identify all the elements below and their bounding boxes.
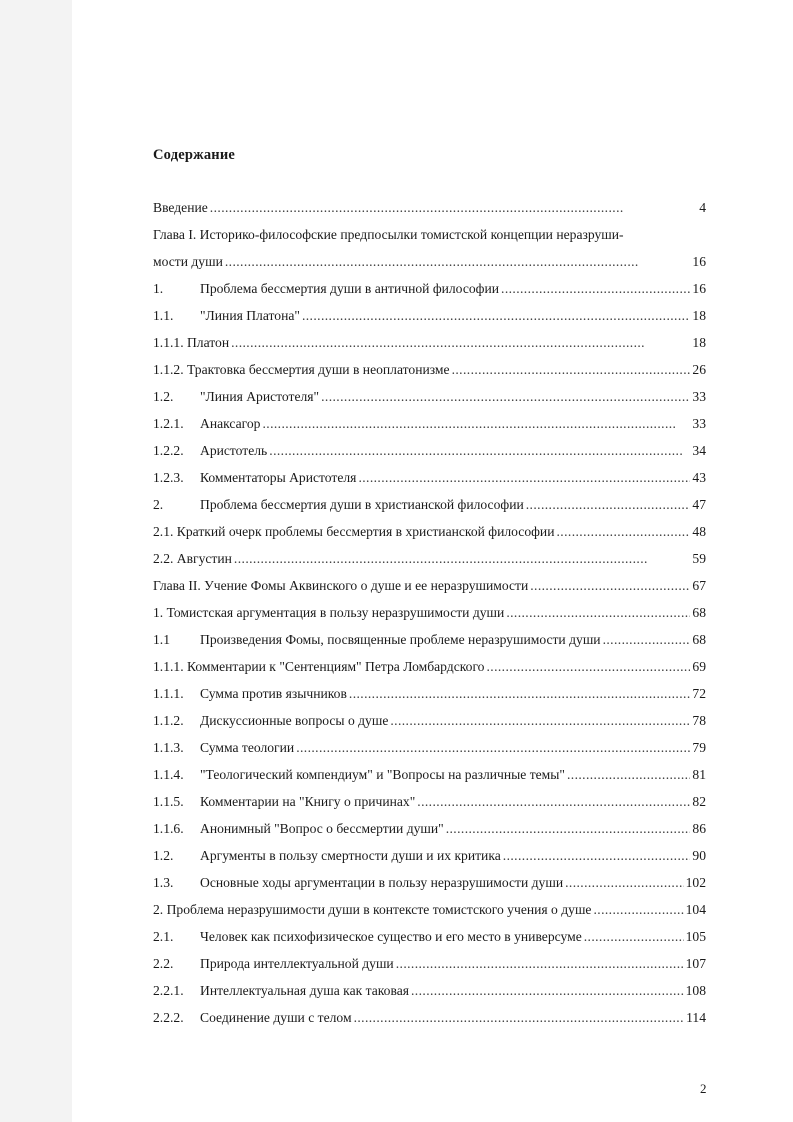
toc-entry-page: 68 — [692, 632, 706, 647]
toc-entry-title: Произведения Фомы, посвященные проблеме неразрушимости души — [200, 632, 601, 647]
toc-entry-page: 67 — [692, 578, 706, 593]
toc-entry-title: Введение — [153, 200, 208, 215]
toc-entry-page: 33 — [692, 389, 706, 404]
toc-entry-number: 1.2.3. — [153, 470, 184, 485]
toc-entry-title: 2.1. Краткий очерк проблемы бессмертия в христианской философии — [153, 524, 555, 539]
toc-entry-title: Дискуссионные вопросы о душе — [200, 713, 389, 728]
toc-entry[interactable] — [153, 389, 706, 416]
toc-entry-title: Человек как психофизическое существо и его место в универсуме — [200, 929, 582, 944]
toc-entry-number: 1.1.3. — [153, 740, 184, 755]
toc-entry-number: 1.2. — [153, 389, 174, 404]
toc-entry-number: 1.1.2. — [153, 713, 184, 728]
toc-entry-number: 2.2.1. — [153, 983, 184, 998]
toc-entry-number: 2. — [153, 497, 164, 512]
toc-entry[interactable] — [153, 578, 706, 605]
toc-entry[interactable] — [153, 821, 706, 848]
toc-entry[interactable] — [153, 470, 706, 497]
toc-leader-dots — [567, 767, 690, 783]
toc-leader-dots — [557, 524, 691, 540]
toc-entry-page: 18 — [692, 308, 706, 323]
toc-entry[interactable] — [153, 416, 706, 443]
toc-entry-number: 1.1.6. — [153, 821, 184, 836]
toc-leader-dots — [225, 254, 691, 270]
toc-entry-title: "Линия Аристотеля" — [200, 389, 320, 404]
toc-entry-number: 2.1. — [153, 929, 174, 944]
toc-entry-page: 107 — [685, 956, 706, 971]
toc-entry-page: 104 — [685, 902, 706, 917]
toc-entry-title: Анонимный "Вопрос о бессмертии души" — [200, 821, 444, 836]
toc-entry-page: 34 — [692, 443, 706, 458]
toc-leader-dots — [417, 794, 690, 810]
toc-entry[interactable] — [153, 227, 706, 254]
toc-leader-dots — [296, 740, 690, 756]
toc-entry-number: 1.1. — [153, 308, 174, 323]
toc-entry-title: Соединение души с телом — [200, 1010, 352, 1025]
toc-entry-number: 2.2.2. — [153, 1010, 184, 1025]
toc-entry-page: 59 — [692, 551, 706, 566]
toc-entry[interactable] — [153, 443, 706, 470]
toc-entry[interactable] — [153, 659, 706, 686]
table-of-contents — [153, 200, 706, 1037]
toc-entry[interactable] — [153, 767, 706, 794]
toc-leader-dots — [501, 281, 690, 297]
toc-entry-title: Природа интеллектуальной души — [200, 956, 394, 971]
toc-leader-dots — [354, 1010, 685, 1026]
toc-entry[interactable] — [153, 686, 706, 713]
toc-entry-title: Глава I. Историко-философские предпосылки томистской концепции неразруши- — [153, 227, 624, 242]
toc-entry-title: Интеллектуальная душа как таковая — [200, 983, 409, 998]
toc-entry-title: Анаксагор — [200, 416, 261, 431]
toc-entry-title: мости души — [153, 254, 223, 269]
toc-entry-page: 16 — [692, 281, 706, 296]
toc-entry-number: 1.1.1. — [153, 686, 184, 701]
toc-entry-title: Сумма против язычников — [200, 686, 347, 701]
toc-entry-title: 2. Проблема неразрушимости души в контексте томистского учения о душе — [153, 902, 592, 917]
toc-leader-dots — [349, 686, 691, 702]
toc-entry-number: 1. — [153, 281, 164, 296]
toc-entry-page: 86 — [692, 821, 706, 836]
toc-entry[interactable] — [153, 1010, 706, 1037]
toc-entry-title: Глава II. Учение Фомы Аквинского о душе и ее неразрушимости — [153, 578, 529, 593]
toc-entry-title: 1.1.2. Трактовка бессмертия души в неоплатонизме — [153, 362, 450, 377]
toc-entry[interactable] — [153, 551, 706, 578]
toc-entry-page: 26 — [692, 362, 706, 377]
toc-entry-title: Аргументы в пользу смертности души и их критика — [200, 848, 501, 863]
toc-leader-dots — [302, 308, 690, 324]
toc-leader-dots — [446, 821, 691, 837]
toc-leader-dots — [530, 578, 690, 594]
toc-leader-dots — [321, 389, 690, 405]
toc-entry[interactable] — [153, 524, 706, 551]
toc-entry-page: 102 — [685, 875, 706, 890]
toc-leader-dots — [486, 659, 690, 675]
toc-entry[interactable] — [153, 335, 706, 362]
toc-entry-page: 4 — [699, 200, 706, 215]
toc-entry[interactable] — [153, 848, 706, 875]
toc-leader-dots — [503, 848, 691, 864]
toc-entry-title: "Линия Платона" — [200, 308, 300, 323]
toc-entry-number: 1.2.1. — [153, 416, 184, 431]
toc-leader-dots — [526, 497, 691, 513]
toc-entry[interactable] — [153, 875, 706, 902]
toc-entry-title: Аристотель — [200, 443, 268, 458]
toc-entry-page: 72 — [692, 686, 706, 701]
toc-entry-title: Проблема бессмертия души в христианской философии — [200, 497, 524, 512]
toc-entry[interactable] — [153, 362, 706, 389]
toc-entry[interactable] — [153, 902, 706, 929]
toc-leader-dots — [593, 902, 683, 918]
toc-entry-page: 43 — [692, 470, 706, 485]
toc-leader-dots — [234, 551, 690, 567]
toc-entry[interactable] — [153, 794, 706, 821]
toc-entry[interactable] — [153, 281, 706, 308]
toc-entry-title: 1. Томистская аргументация в пользу неразрушимости души — [153, 605, 505, 620]
toc-entry-title: 1.1.1. Комментарии к "Сентенциям" Петра Ломбардского — [153, 659, 485, 674]
toc-entry[interactable] — [153, 254, 706, 281]
toc-entry[interactable] — [153, 497, 706, 524]
toc-entry-page: 108 — [685, 983, 706, 998]
toc-entry[interactable] — [153, 740, 706, 767]
toc-leader-dots — [210, 200, 697, 216]
toc-entry-number: 1.1.5. — [153, 794, 184, 809]
toc-leader-dots — [411, 983, 684, 999]
toc-entry-page: 48 — [692, 524, 706, 539]
toc-entry-page: 33 — [692, 416, 706, 431]
toc-leader-dots — [452, 362, 691, 378]
page-title: Содержание — [153, 147, 236, 163]
toc-entry-number: 1.3. — [153, 875, 174, 890]
toc-leader-dots — [269, 443, 690, 459]
toc-entry-number: 1.2. — [153, 848, 174, 863]
toc-entry-title: 2.2. Августин — [153, 551, 232, 566]
toc-entry-title: Комментарии на "Книгу о причинах" — [200, 794, 416, 809]
toc-entry[interactable] — [153, 200, 706, 227]
toc-entry[interactable] — [153, 632, 706, 659]
toc-entry[interactable] — [153, 929, 706, 956]
toc-leader-dots — [358, 470, 690, 486]
toc-entry-page: 18 — [692, 335, 706, 350]
toc-leader-dots — [584, 929, 684, 945]
toc-leader-dots — [603, 632, 691, 648]
toc-entry-number: 1.1 — [153, 632, 170, 647]
toc-leader-dots — [390, 713, 690, 729]
toc-entry-page: 69 — [692, 659, 706, 674]
toc-leader-dots — [396, 956, 684, 972]
toc-entry[interactable] — [153, 308, 706, 335]
toc-entry[interactable] — [153, 956, 706, 983]
toc-entry-page: 79 — [692, 740, 706, 755]
toc-entry-page: 78 — [692, 713, 706, 728]
toc-entry-page: 81 — [692, 767, 706, 782]
toc-entry-title: 1.1.1. Платон — [153, 335, 230, 350]
toc-leader-dots — [565, 875, 684, 891]
toc-entry-title: Сумма теологии — [200, 740, 295, 755]
toc-entry-page: 47 — [692, 497, 706, 512]
toc-entry-page: 90 — [692, 848, 706, 863]
page-number: 2 — [700, 1081, 707, 1096]
toc-leader-dots — [231, 335, 690, 351]
toc-entry-number: 1.2.2. — [153, 443, 184, 458]
toc-entry-title: Комментаторы Аристотеля — [200, 470, 357, 485]
toc-entry-page: 105 — [685, 929, 706, 944]
toc-entry-page: 82 — [692, 794, 706, 809]
toc-leader-dots — [506, 605, 690, 621]
toc-entry-number: 1.1.4. — [153, 767, 184, 782]
toc-entry-page: 114 — [686, 1010, 706, 1025]
toc-entry[interactable] — [153, 713, 706, 740]
toc-entry[interactable] — [153, 605, 706, 632]
toc-entry-title: Проблема бессмертия души в античной философии — [200, 281, 500, 296]
toc-entry-page: 68 — [692, 605, 706, 620]
toc-entry-page: 16 — [692, 254, 706, 269]
toc-entry-title: Основные ходы аргументации в пользу неразрушимости души — [200, 875, 564, 890]
toc-leader-dots — [262, 416, 690, 432]
toc-entry-number: 2.2. — [153, 956, 174, 971]
toc-entry-title: "Теологический компендиум" и "Вопросы на различные темы" — [200, 767, 565, 782]
toc-entry[interactable] — [153, 983, 706, 1010]
